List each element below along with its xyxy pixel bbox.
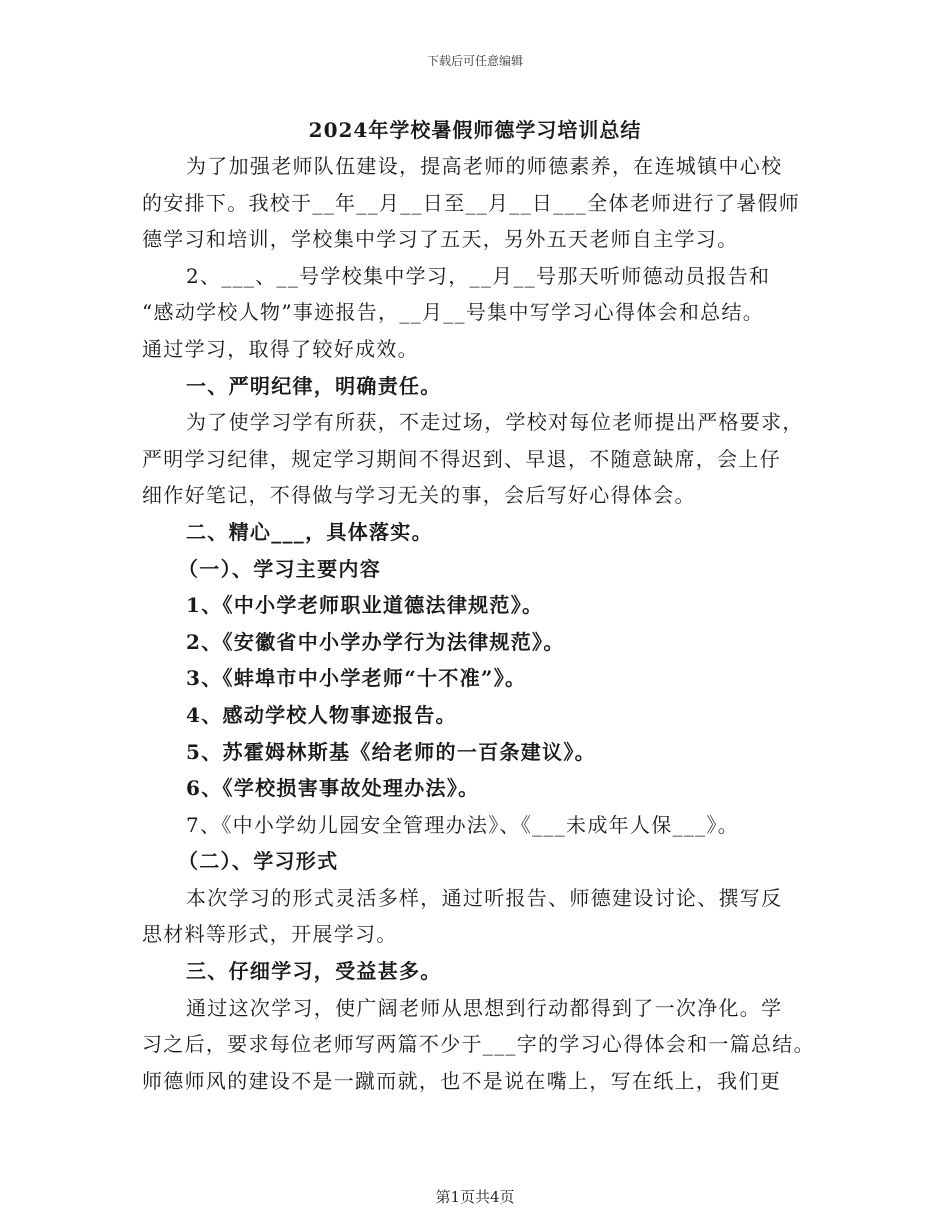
list-item: 6、《学校损害事故处理办法》。 xyxy=(186,776,480,801)
paragraph-line: 师德师风的建设不是一蹴而就，也不是说在嘴上，写在纸上，我们更 xyxy=(142,1068,781,1093)
list-item: 2、《安徽省中小学办学行为法律规范》。 xyxy=(186,629,565,654)
subsection-heading: （二）、学习形式 xyxy=(178,849,339,874)
list-item: 7、《中小学幼儿园安全管理办法》、《___未成年人保___》。 xyxy=(186,812,740,837)
paragraph-line: 本次学习的形式灵活多样，通过听报告、师德建设讨论、撰写反 xyxy=(186,885,783,910)
paragraph-line: 思材料等形式，开展学习。 xyxy=(142,922,398,947)
list-item: 5、苏霍姆林斯基《给老师的一百条建议》。 xyxy=(186,739,596,764)
section-heading: 一、严明纪律，明确责任。 xyxy=(186,373,442,398)
paragraph-line: 严明学习纪律，规定学习期间不得迟到、早退，不随意缺席，会上仔 xyxy=(142,446,781,471)
list-item: 1、《中小学老师职业道德法律规范》。 xyxy=(186,593,544,618)
paragraph-line: “感动学校人物”事迹报告，__月__号集中写学习心得体会和总结。 xyxy=(142,300,765,325)
list-item: 4、感动学校人物事迹报告。 xyxy=(186,702,457,727)
paragraph-line: 德学习和培训，学校集中学习了五天，另外五天老师自主学习。 xyxy=(142,227,739,252)
paragraph-line: 为了使学习学有所获，不走过场，学校对每位老师提出严格要求， xyxy=(186,410,804,435)
section-heading: 三、仔细学习，受益甚多。 xyxy=(186,959,442,984)
section-heading: 二、精心___，具体落实。 xyxy=(186,519,433,544)
paragraph-line: 通过这次学习，使广阔老师从思想到行动都得到了一次净化。学 xyxy=(186,995,783,1020)
list-item: 3、《蚌埠市中小学老师“十不准”》。 xyxy=(186,666,527,691)
paragraph-line: 习之后，要求每位老师写两篇不少于___字的学习心得体会和一篇总结。 xyxy=(142,1032,815,1057)
page-header-note: 下载后可任意编辑 xyxy=(426,54,523,68)
document-body xyxy=(142,148,818,1099)
subsection-heading: （一）、学习主要内容 xyxy=(178,556,381,581)
paragraph-line: 2、___、__号学校集中学习，__月__号那天听师德动员报告和 xyxy=(186,263,771,288)
paragraph-line: 为了加强老师队伍建设，提高老师的师德素养，在连城镇中心校 xyxy=(186,154,783,178)
page-footer-number: 第1页共4页 xyxy=(435,1188,515,1206)
paragraph-line: 的安排下。我校于__年__月__日至__月__日___全体老师进行了暑假师 xyxy=(142,190,801,215)
paragraph-line: 通过学习，取得了较好成效。 xyxy=(142,336,419,361)
document-title: 2024年学校暑假师德学习培训总结 xyxy=(308,118,642,142)
paragraph-line: 细作好笔记，不得做与学习无关的事，会后写好心得体会。 xyxy=(142,483,696,508)
